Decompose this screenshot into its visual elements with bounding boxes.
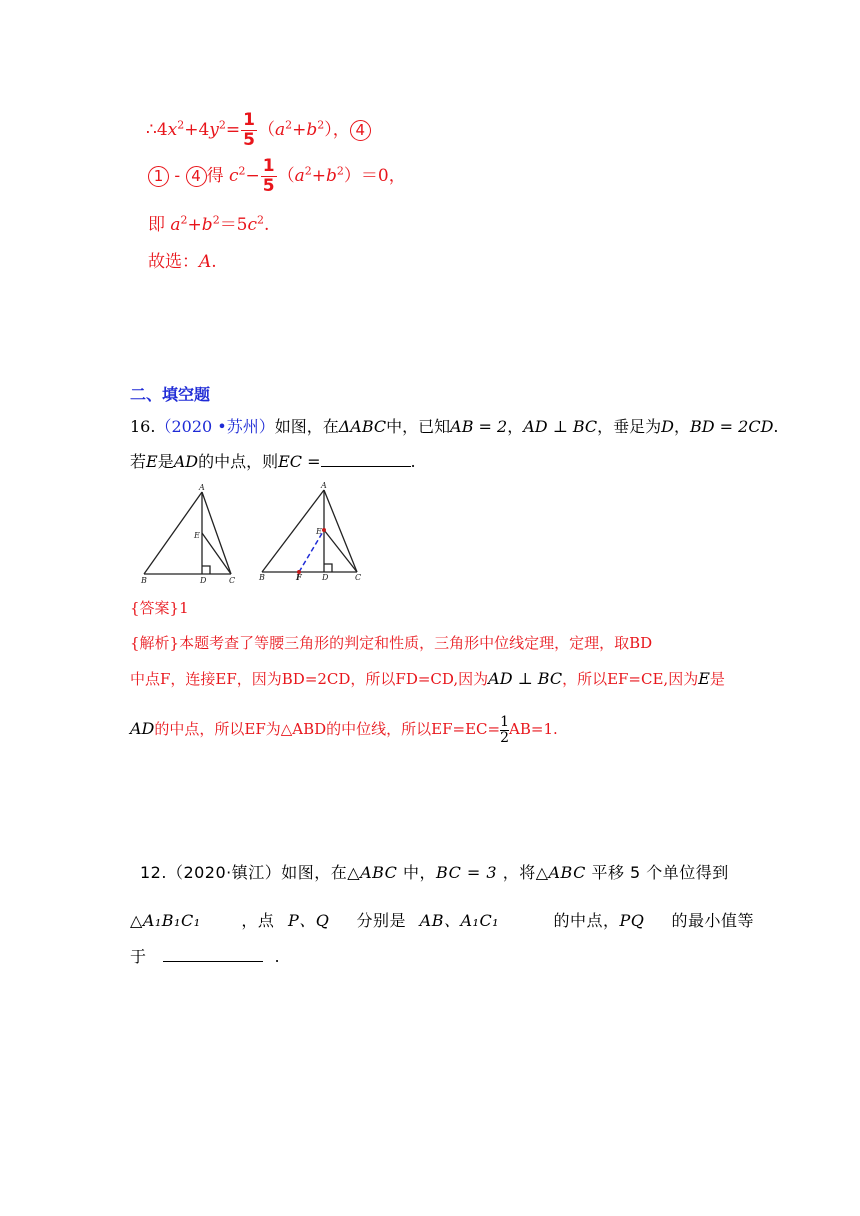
solution-line-1: $\therefore 4x^2+4y^2=$ $\frac{1}{5}$ $(a^2+b^2)$， 4 xyxy=(146,112,371,149)
label-A: A xyxy=(321,481,327,490)
numerator: 1 xyxy=(262,156,275,176)
var-b: b xyxy=(306,120,318,140)
text: + xyxy=(292,120,307,140)
math: ABC xyxy=(360,863,398,882)
math: P、Q xyxy=(287,911,330,930)
text: AB=1. xyxy=(509,720,558,739)
math: AB = 2 xyxy=(450,417,508,436)
text: 如图，在 xyxy=(274,417,339,436)
text: （ xyxy=(258,120,275,140)
fraction xyxy=(241,112,257,149)
math: AB、A₁C₁ xyxy=(419,911,500,930)
label-B: B xyxy=(259,573,265,580)
text: 若 xyxy=(130,452,147,471)
text: 中，已知 xyxy=(386,417,451,436)
text: +4 xyxy=(184,120,210,140)
text: ， xyxy=(673,417,690,436)
text: . xyxy=(211,252,217,272)
text: 是 xyxy=(709,670,725,688)
text: . xyxy=(264,215,270,235)
text: 分别是 xyxy=(356,911,407,930)
fraction xyxy=(500,715,509,745)
text: 得 xyxy=(206,166,229,186)
text: 故选： xyxy=(148,252,199,272)
text: ）， xyxy=(324,120,350,140)
circled-number-1: 1 xyxy=(148,166,169,187)
math: AD ⊥ BC xyxy=(523,417,598,436)
text: ）＝0， xyxy=(343,166,406,186)
text: 中， xyxy=(403,863,437,882)
geometry-figure-left xyxy=(138,484,248,584)
numerator: 1 xyxy=(243,110,255,130)
text: 的中点，则 xyxy=(198,452,279,471)
text: ∴4 xyxy=(146,120,168,140)
math: A₁B₁C₁ xyxy=(142,911,201,930)
label-C: C xyxy=(355,573,362,580)
q12-line-2 xyxy=(130,908,754,931)
math: BC = 3 xyxy=(436,863,498,882)
text: △ xyxy=(130,911,143,930)
math: BD = 2CD xyxy=(690,417,774,436)
var-a: a xyxy=(294,166,305,186)
text: 中点F，连接EF，因为BD=2CD，所以FD=CD,因为 xyxy=(130,670,489,688)
q16-line-1 xyxy=(130,414,779,437)
text: . xyxy=(773,417,779,436)
text: 平移 5 个单位得到 xyxy=(591,863,729,882)
text: 的最小值等 xyxy=(671,911,755,930)
analysis-line-1: {解析}本题考查了等腰三角形的判定和性质，三角形中位线定理，定理，取BD xyxy=(130,634,653,652)
label-D: D xyxy=(322,573,329,580)
math: AD xyxy=(173,452,199,471)
var-c: c xyxy=(247,215,258,235)
math: E xyxy=(698,669,710,688)
text: ，将△ xyxy=(502,863,549,882)
math: PQ xyxy=(619,911,645,930)
label-F: F xyxy=(296,572,302,580)
label-D: D xyxy=(200,576,207,584)
question-number: 16. xyxy=(130,417,156,436)
answer-letter: A xyxy=(199,252,212,272)
text: + xyxy=(187,215,202,235)
question-source: （2020 •苏州） xyxy=(155,417,275,436)
var-a: a xyxy=(170,215,181,235)
q12-line-1 xyxy=(140,860,729,883)
text: 的中点，所以EF为△ABD的中位线，所以EF=EC= xyxy=(154,720,501,739)
label-A: A xyxy=(199,484,205,492)
text: ， xyxy=(507,417,524,436)
math: ABC xyxy=(548,863,586,882)
text: − xyxy=(245,166,260,186)
answer-blank xyxy=(321,466,411,467)
text: ＝5 xyxy=(219,215,248,235)
analysis-line-3 xyxy=(130,715,558,745)
text: . xyxy=(274,947,281,966)
var-y: y xyxy=(209,120,219,140)
text: 是 xyxy=(157,452,174,471)
denominator: 2 xyxy=(500,729,510,746)
var-a: a xyxy=(275,120,286,140)
solution-line-2: 1 - 4 得 $c^2-$ $\frac{1}{5}$ $(a^2+b^2)=0$， xyxy=(148,158,406,195)
text: （ xyxy=(277,166,295,186)
label-B: B xyxy=(141,576,147,584)
denominator: 5 xyxy=(262,176,275,196)
text: . xyxy=(410,452,416,471)
section-title: 二、填空题 xyxy=(130,385,211,404)
answer-label: {答案}1 xyxy=(130,599,189,617)
math: AD ⊥ BC xyxy=(488,669,563,688)
solution-line-4 xyxy=(148,247,217,272)
circled-number-4: 4 xyxy=(186,166,207,187)
fraction xyxy=(261,158,277,195)
var-x: x xyxy=(167,120,178,140)
analysis-line-2 xyxy=(130,668,725,689)
text: ，点 xyxy=(241,911,275,930)
label-E: E xyxy=(316,527,322,536)
text: 即 xyxy=(148,215,171,235)
numerator: 1 xyxy=(500,714,510,730)
text: ，所以EF=CE,因为 xyxy=(562,670,699,688)
math: AD xyxy=(130,719,155,739)
label-C: C xyxy=(229,576,236,584)
text: = xyxy=(225,120,241,140)
text: 的中点， xyxy=(553,911,620,930)
label-E: E xyxy=(194,531,200,540)
solution-line-3: 即 $a^2+b^2=5c^2$. xyxy=(148,213,270,235)
answer-blank xyxy=(163,961,263,962)
text: 12.（2020·镇江）如图，在△ xyxy=(140,863,361,882)
q12-line-3 xyxy=(130,944,280,967)
math: EC = xyxy=(278,452,321,471)
text: - xyxy=(169,166,186,186)
math: D xyxy=(661,417,674,436)
text: + xyxy=(311,166,326,186)
text: 于 xyxy=(130,947,147,966)
math: E xyxy=(146,452,158,471)
text: ，垂足为 xyxy=(597,417,662,436)
geometry-figure-right xyxy=(256,480,368,580)
var-c: c xyxy=(228,166,239,186)
var-b: b xyxy=(325,166,337,186)
q16-line-2 xyxy=(130,449,416,472)
circled-number-4: 4 xyxy=(350,120,371,141)
math: ΔABC xyxy=(338,417,387,436)
denominator: 5 xyxy=(243,130,255,150)
var-b: b xyxy=(201,215,213,235)
